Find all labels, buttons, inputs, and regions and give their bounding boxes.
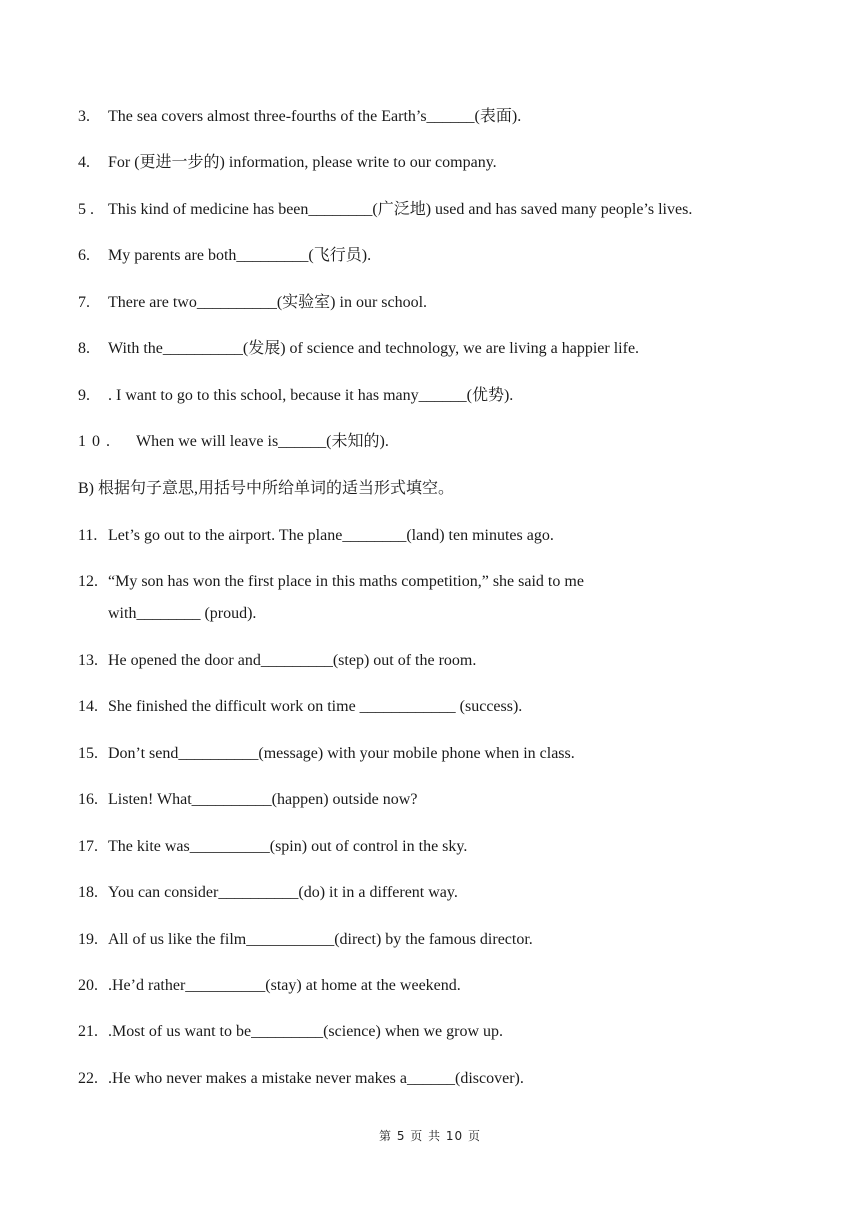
question-14	[78, 696, 522, 718]
question-text: You can consider__________(do) it in a different way.	[108, 884, 458, 901]
question-21	[78, 1021, 503, 1043]
question-text: “My son has won the first place in this maths competition,” she said to me	[108, 573, 584, 590]
question-number: 9.	[78, 387, 90, 404]
question-12	[78, 571, 584, 593]
question-text: When we will leave is______(未知的).	[136, 433, 389, 450]
question-text: With the__________(发展) of science and technology, we are living a happier life.	[108, 340, 640, 357]
question-number: 21.	[78, 1023, 98, 1040]
question-number: 15.	[78, 745, 98, 762]
question-text: .He who never makes a mistake never makes a______(discover).	[108, 1070, 524, 1087]
question-text: She finished the difficult work on time ____________ (success).	[108, 698, 523, 715]
question-number: 16.	[78, 791, 98, 808]
question-number: 14.	[78, 698, 98, 715]
section-b-heading: B) 根据句子意思,用括号中所给单词的适当形式填空。	[78, 480, 455, 497]
question-text: .He’d rather__________(stay) at home at the weekend.	[108, 977, 461, 994]
question-12-continuation: with________ (proud).	[108, 605, 257, 622]
question-16	[78, 789, 417, 811]
question-text: All of us like the film___________(direct) by the famous director.	[108, 931, 533, 948]
question-number: 20.	[78, 977, 98, 994]
question-text: For (更进一步的) information, please write to our company.	[108, 154, 497, 171]
question-17	[78, 836, 467, 858]
question-15	[78, 743, 575, 765]
question-number: 8.	[78, 340, 90, 357]
question-number: 17.	[78, 838, 98, 855]
question-text: The sea covers almost three-fourths of the Earth’s______(表面).	[108, 108, 522, 125]
question-number: 18.	[78, 884, 98, 901]
question-text: Listen! What__________(happen) outside now?	[108, 791, 418, 808]
question-8	[78, 338, 639, 360]
question-22	[78, 1068, 524, 1090]
question-number: 19.	[78, 931, 98, 948]
question-text: .Most of us want to be_________(science) when we grow up.	[108, 1023, 504, 1040]
question-number: 1 0 .	[78, 433, 111, 450]
question-9	[78, 385, 513, 407]
question-18	[78, 882, 458, 904]
question-20	[78, 975, 461, 997]
question-number: 22.	[78, 1070, 98, 1087]
question-13	[78, 650, 476, 672]
question-text: . I want to go to this school, because it has many______(优势).	[108, 387, 514, 404]
question-number: 7.	[78, 294, 90, 311]
question-3	[78, 106, 521, 128]
question-number: 13.	[78, 652, 98, 669]
question-number: 5 .	[78, 201, 94, 218]
question-number: 11.	[78, 527, 98, 544]
question-text: This kind of medicine has been________(广泛地) used and has saved many people’s lives.	[108, 201, 693, 218]
page-footer: 第 5 页 共 10 页	[379, 1129, 481, 1143]
question-text: There are two__________(实验室) in our school.	[108, 294, 428, 311]
question-number: 12.	[78, 573, 98, 590]
question-text: The kite was__________(spin) out of control in the sky.	[108, 838, 468, 855]
question-6	[78, 245, 371, 267]
question-text: My parents are both_________(飞行员).	[108, 247, 372, 264]
question-19	[78, 929, 533, 951]
question-5	[78, 199, 692, 221]
question-text: Let’s go out to the airport. The plane________(land) ten minutes ago.	[108, 527, 554, 544]
question-10	[78, 431, 389, 453]
question-text: He opened the door and_________(step) out of the room.	[108, 652, 477, 669]
question-4	[78, 152, 497, 174]
question-text: Don’t send__________(message) with your mobile phone when in class.	[108, 745, 575, 762]
question-7	[78, 292, 427, 314]
question-number: 3.	[78, 108, 90, 125]
question-11	[78, 525, 554, 547]
question-number: 4.	[78, 154, 90, 171]
question-number: 6.	[78, 247, 90, 264]
